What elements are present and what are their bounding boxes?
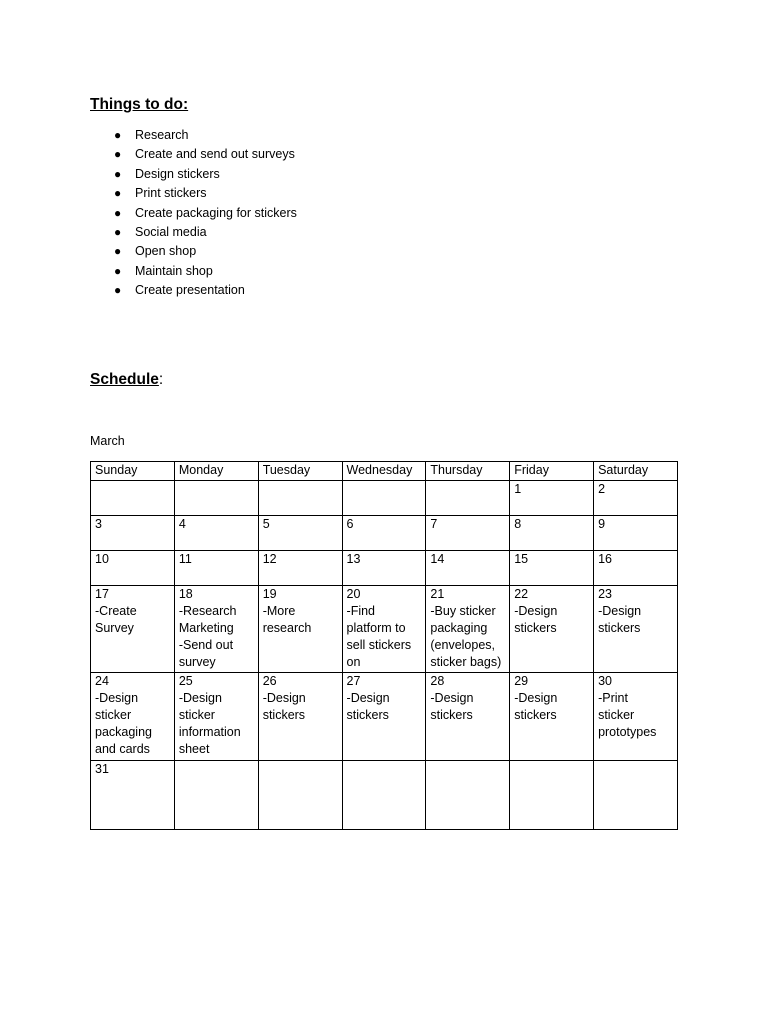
day-note: -Design stickers: [514, 604, 558, 635]
schedule-heading-text: Schedule: [90, 371, 159, 388]
day-number: 5: [262, 517, 270, 531]
bullet-icon: ●: [114, 147, 122, 162]
day-number: 18: [178, 587, 193, 601]
schedule-heading: [90, 370, 163, 390]
todo-list: [0, 126, 297, 301]
day-number: 14: [430, 552, 445, 566]
day-cell: [174, 481, 258, 516]
day-cell: [342, 551, 426, 586]
weekday-header: Wednesday: [342, 462, 426, 481]
day-number: 12: [262, 552, 277, 566]
list-item: [0, 126, 297, 145]
day-cell: [91, 516, 175, 551]
day-number: 20: [346, 587, 361, 601]
day-number: 30: [598, 674, 612, 688]
weekday-header: Friday: [510, 462, 594, 481]
day-cell: [510, 516, 594, 551]
day-note: -Design stickers: [430, 691, 474, 722]
day-number: 24: [95, 674, 109, 688]
day-number: 17: [95, 587, 109, 601]
list-item-text: Maintain shop: [135, 263, 213, 278]
calendar-table: [90, 461, 678, 830]
day-cell: [426, 586, 510, 673]
month-label: March: [90, 434, 125, 448]
day-cell: [594, 586, 678, 673]
calendar-header: [91, 462, 678, 481]
day-cell: [594, 551, 678, 586]
day-number: 6: [346, 517, 354, 531]
list-item: [0, 281, 297, 300]
list-item: [0, 262, 297, 281]
bullet-icon: ●: [114, 205, 122, 220]
list-item-text: Social media: [135, 224, 207, 239]
day-cell: [510, 551, 594, 586]
day-number: 7: [430, 517, 438, 531]
bullet-icon: ●: [114, 244, 122, 259]
day-cell: [426, 516, 510, 551]
day-cell: [91, 551, 175, 586]
list-item: [0, 184, 297, 203]
day-cell: [258, 673, 342, 761]
day-note: -Research Marketing -Send out survey: [178, 604, 237, 669]
weekday-header: Sunday: [91, 462, 175, 481]
day-cell: [594, 481, 678, 516]
weekday-header: Saturday: [594, 462, 678, 481]
day-note: -Find platform to sell stickers on: [346, 604, 412, 669]
day-cell: [174, 586, 258, 673]
bullet-icon: ●: [114, 263, 122, 278]
todo-heading: [90, 95, 188, 115]
day-number: 22: [514, 587, 529, 601]
day-number: 26: [262, 674, 277, 688]
day-number: 13: [346, 552, 361, 566]
day-cell: [510, 673, 594, 761]
day-number: 1: [514, 482, 522, 496]
day-number: 19: [262, 587, 277, 601]
day-number: 9: [598, 517, 606, 531]
day-number: 23: [598, 587, 612, 601]
day-note: -Print sticker prototypes: [598, 691, 657, 739]
day-cell: [342, 481, 426, 516]
day-number: 16: [598, 552, 612, 566]
day-cell: [91, 673, 175, 761]
todo-heading-text: Things to do:: [90, 96, 189, 113]
list-item-text: Create packaging for stickers: [135, 205, 297, 220]
day-cell: [91, 761, 175, 830]
day-cell: [258, 481, 342, 516]
day-number: 15: [514, 552, 529, 566]
weekday-header: Tuesday: [258, 462, 342, 481]
day-number: 3: [95, 517, 102, 531]
list-item: [0, 223, 297, 242]
day-number: 25: [178, 674, 193, 688]
day-cell: [510, 481, 594, 516]
day-note: -Design stickers: [514, 691, 558, 722]
day-cell: [426, 761, 510, 830]
day-note: -Design stickers: [598, 604, 642, 635]
day-cell: [342, 673, 426, 761]
day-number: 8: [514, 517, 522, 531]
day-note: -Design sticker packaging and cards: [95, 691, 152, 756]
week-row: [91, 586, 678, 673]
day-cell: [91, 586, 175, 673]
schedule-heading-colon: :: [158, 371, 164, 388]
day-note: -Design stickers: [346, 691, 390, 722]
day-cell: [258, 551, 342, 586]
day-cell: [258, 586, 342, 673]
week-row: [91, 761, 678, 830]
day-number: 28: [430, 674, 445, 688]
week-row: [91, 481, 678, 516]
weekday-row: [91, 462, 678, 481]
bullet-icon: ●: [114, 186, 122, 201]
day-number: 2: [598, 482, 606, 496]
day-cell: [258, 761, 342, 830]
day-cell: [426, 551, 510, 586]
day-note: -Design stickers: [262, 691, 306, 722]
day-note: -Create Survey: [95, 604, 137, 635]
list-item: [0, 145, 297, 164]
day-cell: [510, 761, 594, 830]
day-cell: [258, 516, 342, 551]
day-cell: [174, 516, 258, 551]
weekday-header: Monday: [174, 462, 258, 481]
bullet-icon: ●: [114, 166, 122, 181]
day-number: 29: [514, 674, 529, 688]
list-item-text: Create presentation: [135, 283, 245, 298]
list-item-text: Research: [135, 128, 189, 142]
day-cell: [91, 481, 175, 516]
day-cell: [594, 761, 678, 830]
list-item-text: Create and send out surveys: [135, 147, 295, 162]
weekday-header: Thursday: [426, 462, 510, 481]
day-note: -Buy sticker packaging (envelopes, sticker bags): [430, 604, 502, 669]
calendar-body: [91, 481, 678, 830]
list-item: [0, 204, 297, 223]
day-cell: [594, 673, 678, 761]
list-item-text: Open shop: [135, 244, 197, 259]
day-number: 11: [178, 552, 192, 566]
week-row: [91, 516, 678, 551]
day-number: 4: [178, 517, 186, 531]
day-note: -Design sticker information sheet: [178, 691, 241, 756]
day-cell: [426, 481, 510, 516]
day-number: 21: [430, 587, 445, 601]
day-cell: [426, 673, 510, 761]
bullet-icon: ●: [114, 224, 122, 239]
day-number: 10: [95, 552, 109, 566]
day-cell: [594, 516, 678, 551]
week-row: [91, 551, 678, 586]
bullet-icon: ●: [114, 283, 122, 298]
week-row: [91, 673, 678, 761]
day-cell: [342, 761, 426, 830]
day-number: 27: [346, 674, 361, 688]
day-note: -More research: [262, 604, 312, 635]
list-item-text: Print stickers: [135, 186, 207, 201]
day-cell: [174, 761, 258, 830]
day-number: 31: [95, 762, 109, 776]
day-cell: [174, 551, 258, 586]
list-item: [0, 242, 297, 261]
day-cell: [174, 673, 258, 761]
list-item: [0, 165, 297, 184]
bullet-icon: ●: [114, 128, 122, 142]
day-cell: [342, 516, 426, 551]
list-item-text: Design stickers: [135, 166, 220, 181]
day-cell: [510, 586, 594, 673]
day-cell: [342, 586, 426, 673]
